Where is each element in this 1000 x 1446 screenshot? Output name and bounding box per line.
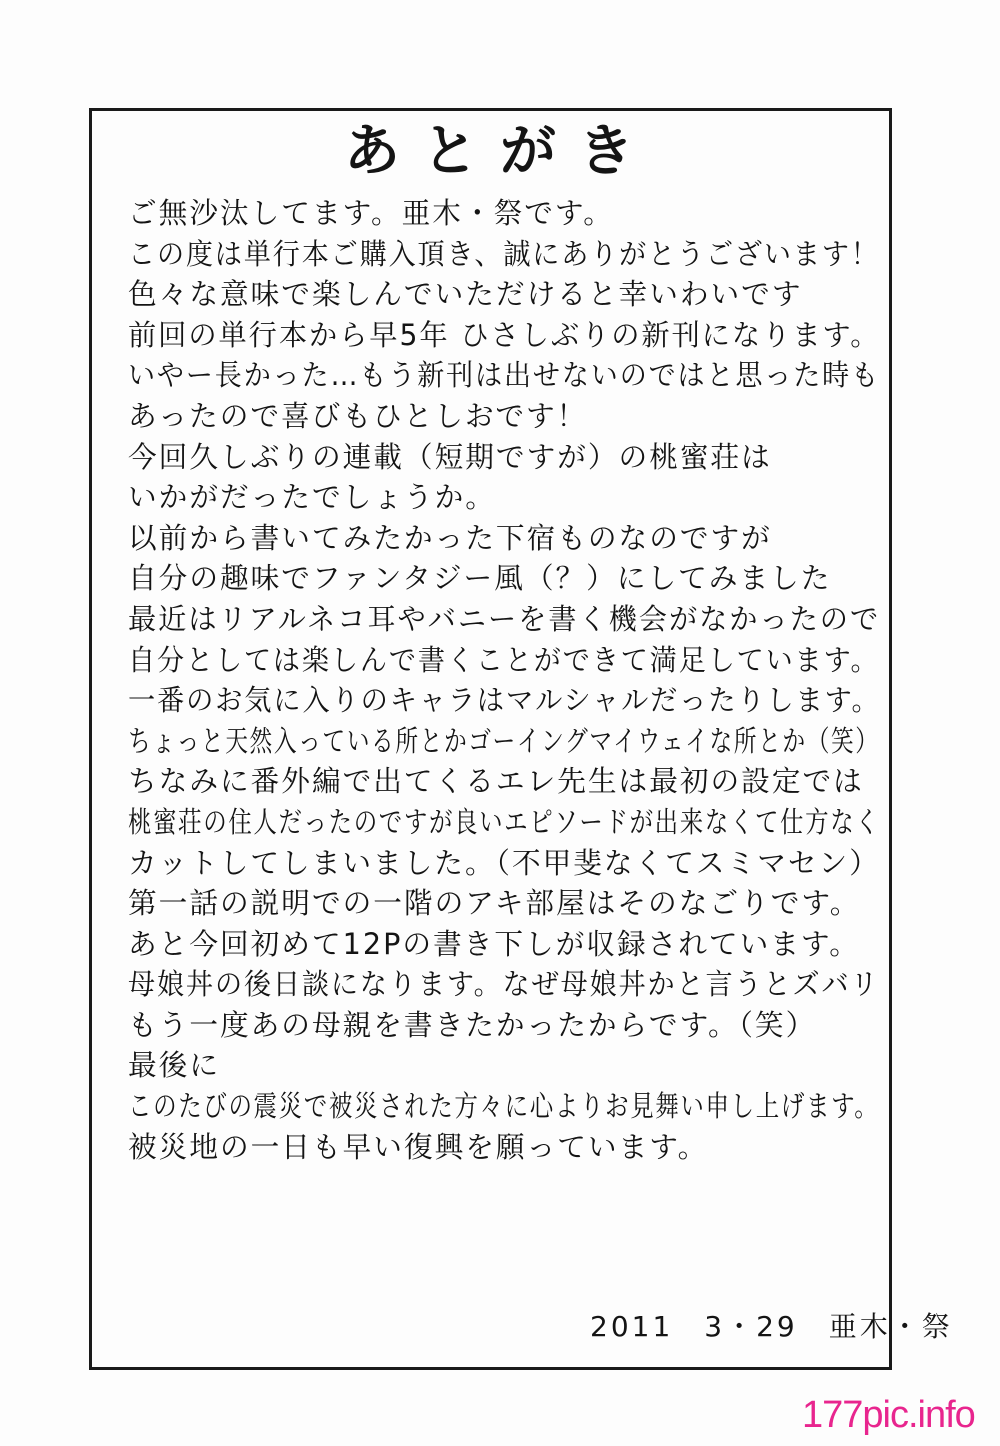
- body-line: カットしてしまいました。（不甲斐なくてスミマセン）: [128, 845, 880, 880]
- body-line: あったので喜びもひとしおです！: [128, 398, 588, 433]
- body-line: 自分としては楽しんで書くことができて満足しています。: [128, 642, 880, 677]
- body-line: 桃蜜荘の住人だったのですが良いエピソードが出来なくて仕方なく: [128, 804, 881, 839]
- body-line: ご無沙汰してます。亜木・祭です。: [128, 196, 614, 230]
- body-line: 一番のお気に入りのキャラはマルシャルだったりします。: [128, 683, 881, 718]
- body-line: 最後に: [128, 1048, 220, 1083]
- body-line: もう一度あの母親を書きたかったからです。（笑）: [128, 1007, 817, 1042]
- site-watermark: 177pic.info: [802, 1394, 975, 1436]
- body-line: いかがだったでしょうか。: [128, 480, 496, 515]
- body-line: いやー長かった…もう新刊は出せないのではと思った時も: [128, 358, 881, 393]
- body-line: ちょっと天然入っている所とかゴーイングマイウェイな所とか（笑）: [128, 723, 880, 758]
- body-line: 自分の趣味でファンタジー風（？）にしてみました: [128, 561, 832, 596]
- body-line: この度は単行本ご購入頂き、誠にありがとうございます！: [128, 236, 880, 271]
- body-line: 色々な意味で楽しんでいただけると幸いわいです: [128, 277, 803, 312]
- body-line: 前回の単行本から早5年 ひさしぶりの新刊になります。: [128, 317, 881, 352]
- body-line: あと今回初めて12Pの書き下しが収録されています。: [128, 926, 860, 961]
- body-line: 被災地の一日も早い復興を願っています。: [128, 1129, 709, 1164]
- body-line: 母娘丼の後日談になります。なぜ母娘丼かと言うとズバリ: [128, 967, 880, 1002]
- body-line: 今回久しぶりの連載（短期ですが）の桃蜜荘は: [128, 439, 772, 474]
- body-line: このたびの震災で被災された方々に心よりお見舞い申し上げます。: [128, 1089, 880, 1124]
- afterword-title: あとがき: [344, 119, 656, 184]
- body-line: 第一話の説明での一階のアキ部屋はそのなごりです。: [128, 886, 861, 921]
- date-signature: 2011 3・29 亜木・祭: [590, 1310, 953, 1343]
- body-line: 以前から書いてみたかった下宿ものなのですが: [128, 520, 772, 555]
- body-line: 最近はリアルネコ耳やバニーを書く機会がなかったので: [128, 601, 881, 636]
- body-line: ちなみに番外編で出てくるエレ先生は最初の設定では: [128, 764, 864, 799]
- afterword-body: [128, 193, 888, 1167]
